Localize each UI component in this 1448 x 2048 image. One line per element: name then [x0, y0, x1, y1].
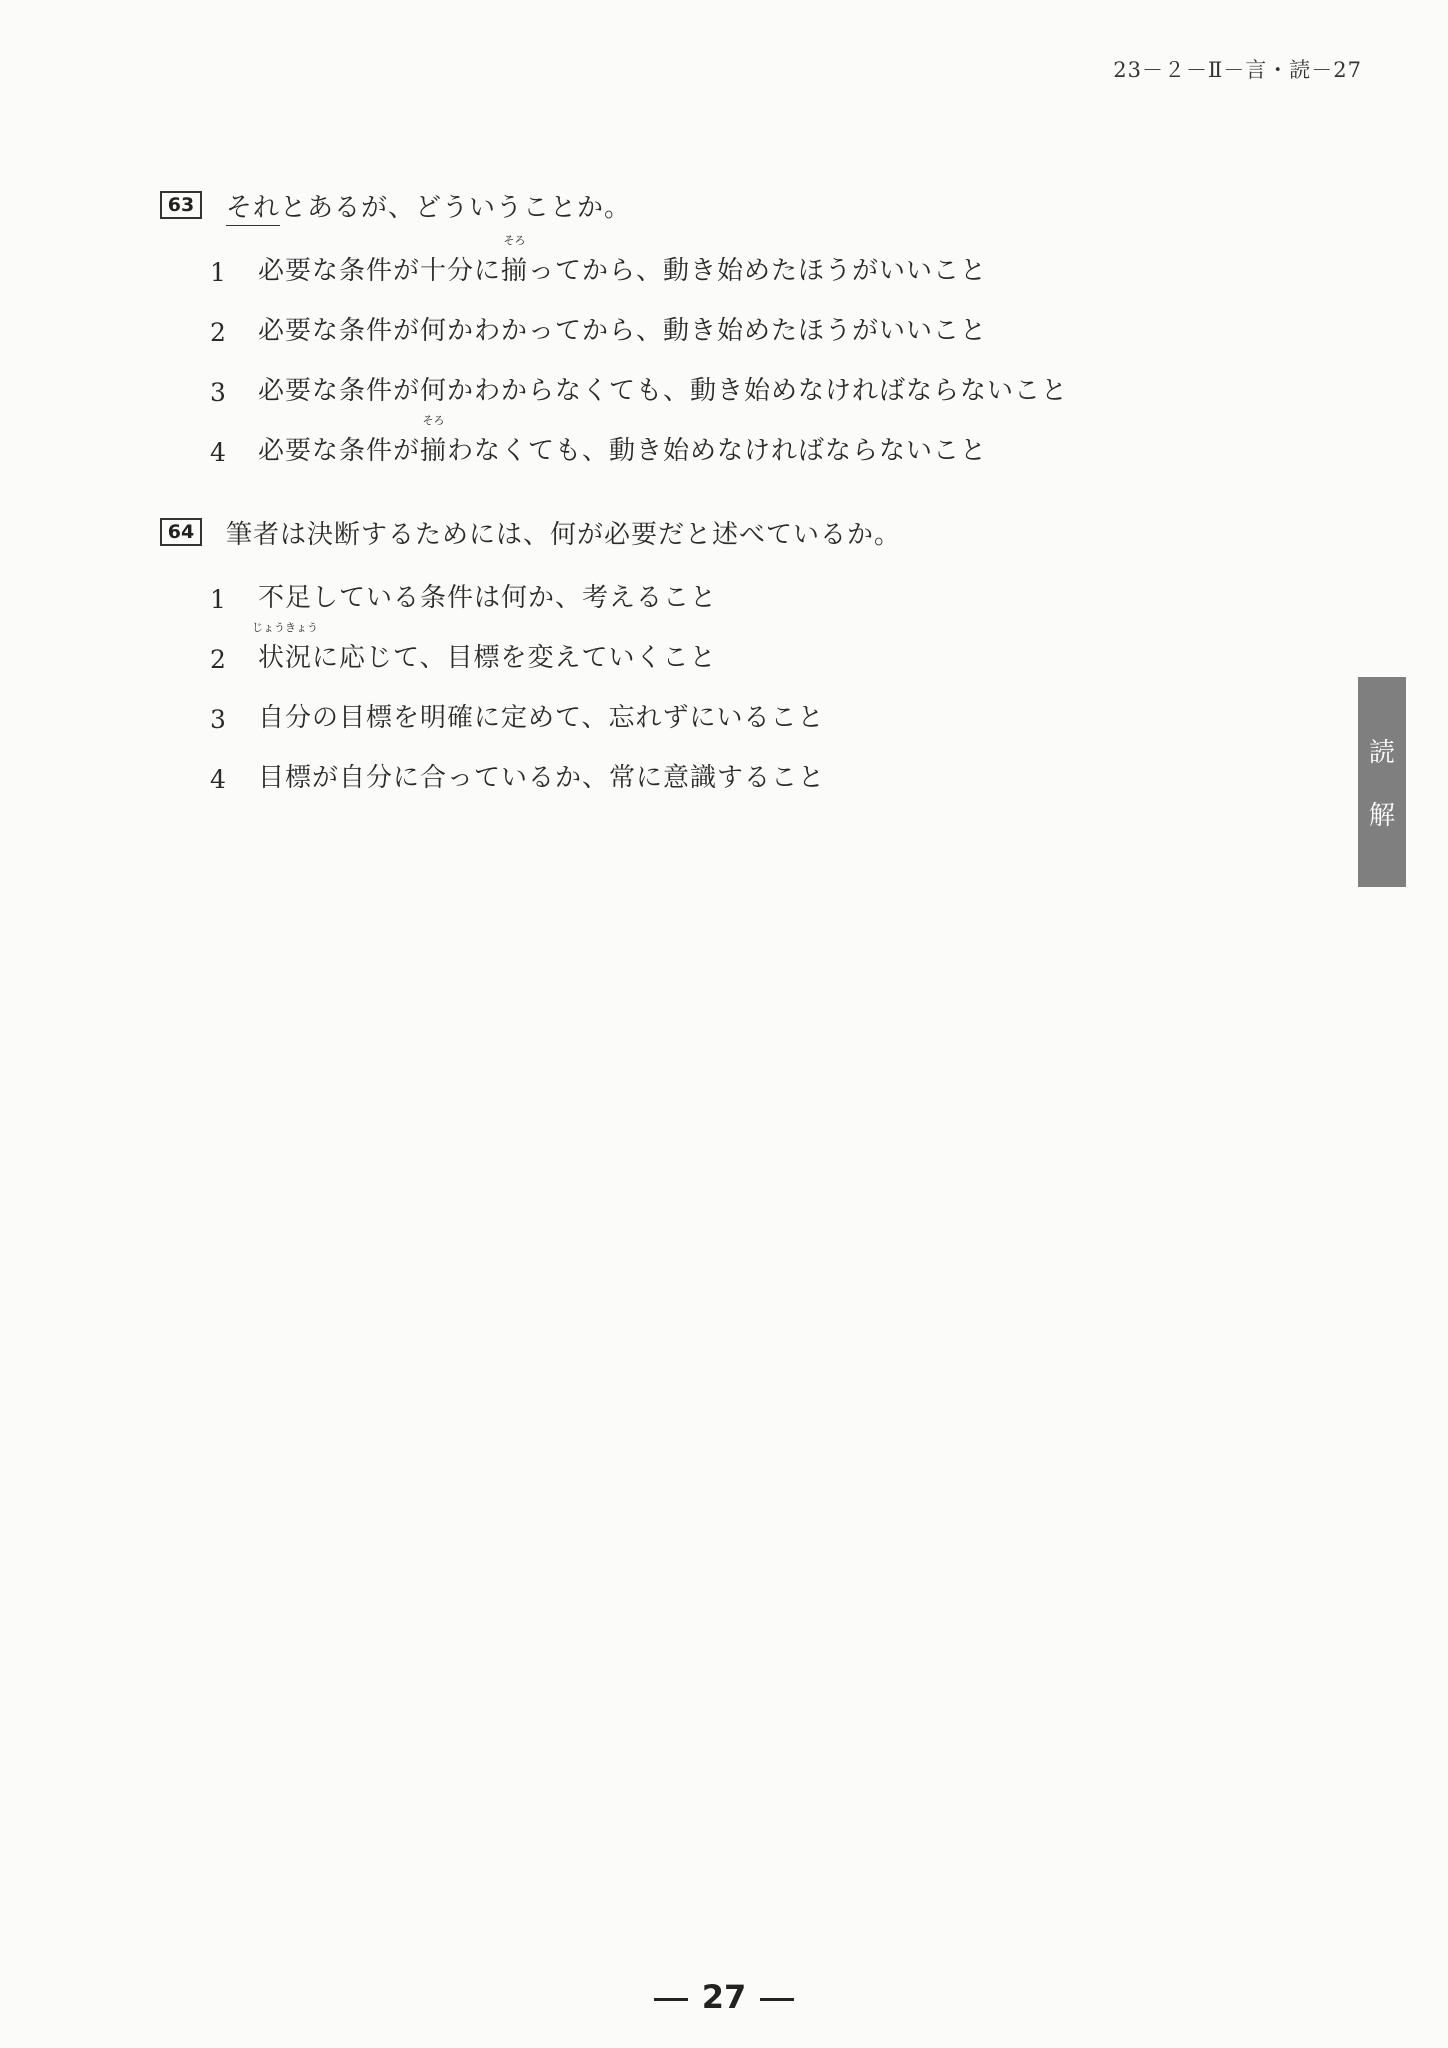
- page-footer: [0, 1978, 1448, 2016]
- option-text-post: ってから、動き始めたほうがいいこと: [528, 256, 988, 286]
- option-text: 必要な条件が何かわからなくても、動き始めなければならないこと: [258, 376, 1069, 406]
- question-number: 63: [160, 191, 202, 219]
- option-number: 3: [210, 705, 226, 734]
- stem-text: とあるが、どういうことか。: [280, 192, 632, 223]
- section-tab: [1358, 677, 1406, 887]
- option-text-pre: 必要な条件が: [258, 436, 421, 466]
- option-text: [252, 621, 717, 674]
- page-number: 27: [701, 1978, 747, 2016]
- option-1[interactable]: [210, 554, 1160, 614]
- option-3[interactable]: [210, 674, 1160, 734]
- option-text: 自分の目標を明確に定めて、忘れずにいること: [258, 703, 825, 733]
- page-code: 23－２－Ⅱ－言・読－27: [1113, 58, 1362, 82]
- question-number: 64: [160, 518, 202, 546]
- furigana: じょうきょう: [252, 621, 318, 634]
- option-text: 不足している条件は何か、考えること: [258, 583, 718, 613]
- option-number: 4: [210, 438, 226, 467]
- option-4[interactable]: [210, 407, 1160, 467]
- footer-dash-left: [654, 1998, 688, 2001]
- question-stem: 筆者は決断するためには、何が必要だと述べているか。: [226, 519, 902, 550]
- kanji: 揃: [420, 436, 448, 466]
- question-64: [160, 510, 1160, 794]
- ruby-word: [252, 621, 318, 674]
- option-number: 1: [210, 258, 226, 287]
- section-tab-char: 解: [1368, 801, 1395, 831]
- kanji: 状況: [258, 643, 313, 673]
- option-number: 1: [210, 585, 226, 614]
- kanji: 揃: [501, 256, 529, 286]
- question-header: [160, 183, 1160, 227]
- option-text: [258, 234, 988, 287]
- section-tab-char: 読: [1368, 738, 1395, 768]
- option-text: 必要な条件が何かわかってから、動き始めたほうがいいこと: [258, 316, 988, 346]
- option-text-post: に応じて、目標を変えていくこと: [312, 643, 717, 673]
- option-number: 4: [210, 765, 226, 794]
- furigana: そろ: [503, 234, 526, 247]
- option-1[interactable]: [210, 227, 1160, 287]
- ruby-word: [501, 234, 529, 287]
- question-header: [160, 510, 1160, 554]
- footer-dash-right: [760, 1998, 794, 2001]
- furigana: そろ: [422, 414, 445, 427]
- option-3[interactable]: [210, 347, 1160, 407]
- option-4[interactable]: [210, 734, 1160, 794]
- option-2[interactable]: [210, 614, 1160, 674]
- option-text-pre: 必要な条件が十分に: [258, 256, 502, 286]
- option-text: 目標が自分に合っているか、常に意識すること: [258, 763, 826, 793]
- ruby-word: [420, 414, 448, 467]
- option-number: 3: [210, 378, 226, 407]
- option-number: 2: [210, 318, 226, 347]
- option-number: 2: [210, 645, 226, 674]
- option-2[interactable]: [210, 287, 1160, 347]
- option-text-post: わなくても、動き始めなければならないこと: [447, 436, 988, 466]
- question-63: [160, 183, 1160, 467]
- underlined-reference: それ: [226, 193, 280, 226]
- option-text: [258, 414, 988, 467]
- question-stem: [226, 187, 631, 224]
